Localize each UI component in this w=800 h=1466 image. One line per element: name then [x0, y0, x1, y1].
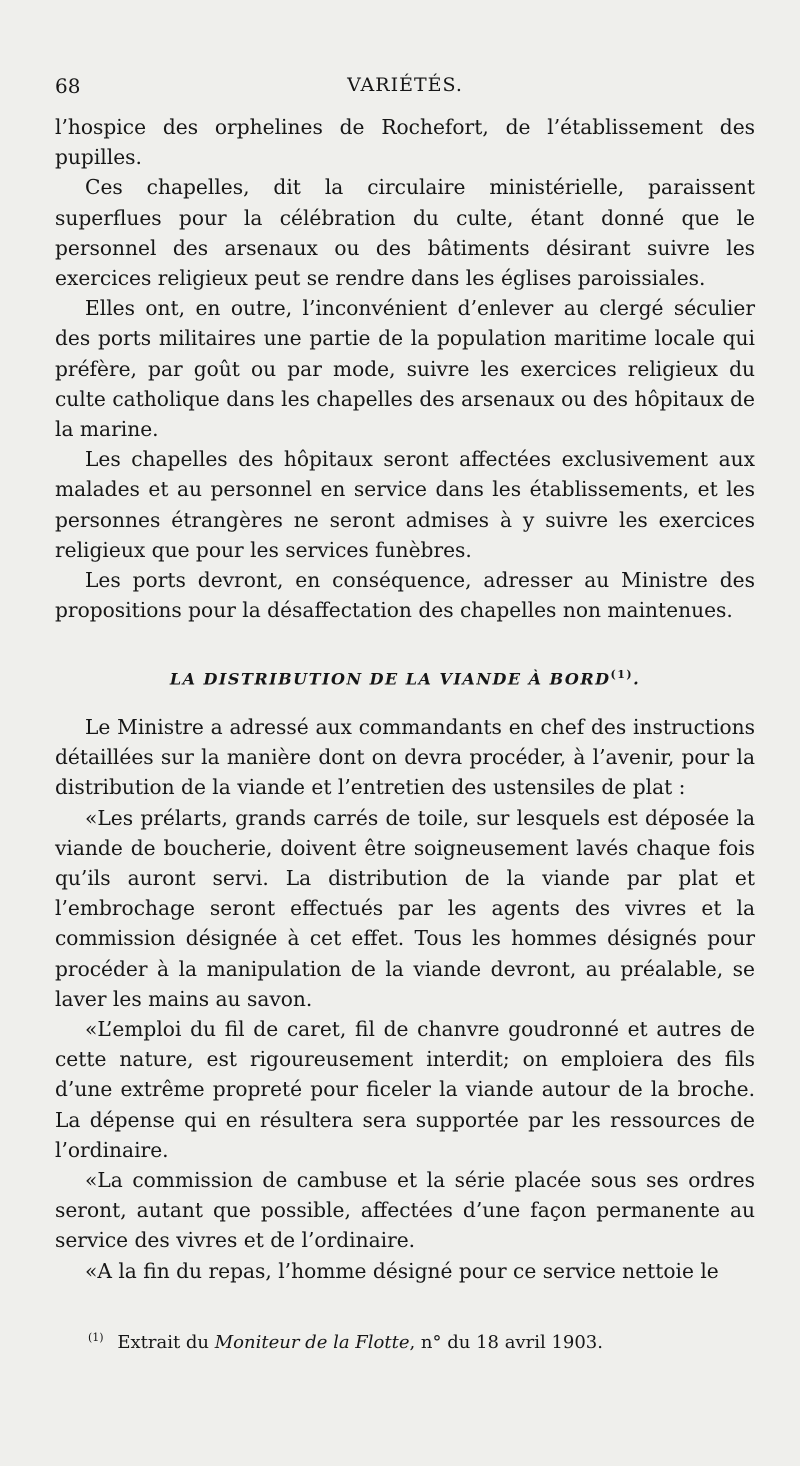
body-text-top	[55, 112, 755, 625]
paragraph: Les chapelles des hôpitaux seront affectées exclusivement aux malades et au personnel en service dans les établissements, et les personnes étrangères ne seront admises à y suivre les exercices religieux que pour les services funèbres.	[55, 447, 755, 562]
paragraph: Ces chapelles, dit la circulaire ministérielle, paraissent superflues pour la célébration du culte, étant donné que le personnel des arsenaux ou des bâtiments désirant suivre les exercices religieux peut se rendre dans les églises paroissiales.	[55, 175, 755, 291]
body-text-bottom	[55, 712, 755, 1286]
paragraph: Le Ministre a adressé aux commandants en chef des instructions détaillées sur la manière dont on devra procéder, à l’avenir, pour la distribution de la viande et l’entretien des ustensiles de plat :	[55, 715, 755, 800]
footnote-number: (1)	[88, 1331, 104, 1344]
paragraph: Elles ont, en outre, l’inconvénient d’enlever au clergé séculier des ports militaires une partie de la population maritime locale qui préfère, par goût ou par mode, suivre les exercices religieux du culte catholique dans les chapelles des arsenaux ou des hôpitaux de la marine.	[55, 296, 755, 442]
paragraph: «L’emploi du fil de caret, fil de chanvre goudronné et autres de cette nature, est rigoureusement interdit; on emploiera des fils d’une extrême propreté pour ficeler la viande autour de la broche. La dépense qui en résultera sera supportée par les ressources de l’ordinaire.	[55, 1017, 755, 1162]
paragraph: «A la fin du repas, l’homme désigné pour ce service nettoie le	[85, 1258, 719, 1283]
section-heading-text: LA DISTRIBUTION DE LA VIANDE À BORD	[169, 669, 611, 689]
footnote-text-after: , n° du 18 avril 1903.	[409, 1332, 603, 1353]
paragraph: l’hospice des orphelines de Rochefort, de l’établissement des pupilles.	[55, 115, 755, 170]
running-title: VARIÉTÉS.	[347, 74, 463, 96]
paragraph: «La commission de cambuse et la série placée sous ses ordres seront, autant que possible, affectées d’une façon permanente au service des vivres et de l’ordinaire.	[55, 1168, 755, 1253]
footnote-text-before: Extrait du	[117, 1332, 210, 1353]
paragraph: «Les prélarts, grands carrés de toile, sur lesquels est déposée la viande de boucherie, doivent être soigneusement lavés chaque fois qu’ils auront servi. La distribution de la viande par plat et l’embrochage seront effectués par les agents des vivres et la commission désignée à cet effet. Tous les hommes désignés pour procéder à la manipulation de la viande devront, au préalable, se laver les mains au savon.	[55, 805, 755, 1011]
footnote	[88, 1325, 748, 1356]
paragraph: Les ports devront, en conséquence, adresser au Ministre des propositions pour la désaffectation des chapelles non maintenues.	[55, 568, 755, 623]
section-heading: LA DISTRIBUTION DE LA VIANDE À BORD$^{(1)}$.	[169, 668, 641, 689]
footnote-reference: (1)	[610, 668, 634, 681]
page-header	[55, 74, 755, 104]
page-number: 68	[55, 74, 81, 98]
footnote-source: Moniteur de la Flotte	[214, 1332, 410, 1353]
